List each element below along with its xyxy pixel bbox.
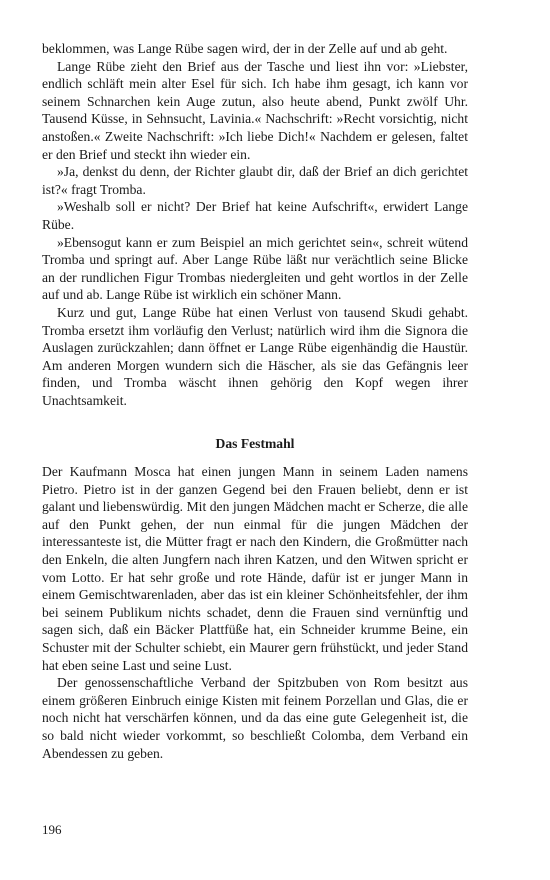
page-number: 196 — [42, 822, 62, 837]
paragraph: »Ebensogut kann er zum Beispiel an mich gerichtet sein«, schreit wütend Tromba und springt auf. Aber Lange Rübe läßt nur verächtlich seine Blicke an der rundlichen Figur Trombas niedergleiten und geht wortlos in der Zelle auf und ab. Lange Rübe ist wirklich ein schöner Mann. — [42, 234, 468, 303]
paragraph: Lange Rübe zieht den Brief aus der Tasche und liest ihn vor: »Liebster, endlich schläft mein alter Esel für sich. Ich habe ihm gesagt, ich kann vor seinem Schnarchen kein Auge zutun, also heute abend, Punkt zwölf Uhr. Tausend Küsse, in Sehnsucht, Lavinia.« Nachschrift: »Recht vorsichtig, nicht anstoßen.« Zweite Nachschrift: »Ich liebe Dich!« Nachdem er gelesen, faltet er den Brief und steckt ihn wieder ein. — [42, 58, 468, 162]
book-page — [42, 40, 468, 762]
paragraph: Kurz und gut, Lange Rübe hat einen Verlust von tausend Skudi gehabt. Tromba ersetzt ihm vorläufig den Verlust; natürlich wird ihm die Signora die Auslagen zurückzahlen; dann öffnet er Lange Rübe eigenhändig die Haustür. Am anderen Morgen wundern sich die Häscher, als sie das Gefängnis leer finden, und Tromba wäscht ihnen gehörig den Kopf wegen ihrer Unachtsamkeit. — [42, 304, 468, 408]
paragraph: »Weshalb soll er nicht? Der Brief hat keine Aufschrift«, erwidert Lange Rübe. — [42, 199, 468, 232]
paragraph: Der genossenschaftliche Verband der Spitzbuben von Rom besitzt aus einem größeren Einbruch einige Kisten mit feinem Porzellan und Glas, die er noch nicht hat verschärfen können, und da das eine gute Gelegenheit ist, die so bald nicht wieder vorkommt, so beschließt Colomba, dem Verband ein Abendessen zu geben. — [42, 675, 468, 761]
paragraph: Der Kaufmann Mosca hat einen jungen Mann in seinem Laden namens Pietro. Pietro ist in der ganzen Gegend bei den Frauen beliebt, denn er ist galant und liebenswürdig. Mit den jungen Mädchen macht er Scherze, die alle auf den Punkt gehen, der nun einmal für die jungen Mädchen der interessanteste ist, die Mütter fragt er nach den Kindern, die Großmütter nach den Enkeln, die alten Jungfern nach ihren Katzen, und den Witwen spricht er vom Lotto. Er hat sehr große und rote Hände, dafür ist er junger Mann in einem Gemischtwarenladen, aber das ist ein kleiner Schönheitsfehler, der ihm bei seinem Publikum nichts schadet, denn die Frauen sind vernünftig und sagen sich, daß ein Bäcker Plattfüße hat, ein Schneider krumme Beine, ein Schuster mit der Schulter schiebt, ein Maurer gern frühstückt, und jeder Stand hat eben seine Last und seine Lust. — [42, 464, 468, 673]
paragraph: beklommen, was Lange Rübe sagen wird, der in der Zelle auf und ab geht. — [42, 41, 448, 56]
paragraph: »Ja, denkst du denn, der Richter glaubt dir, daß der Brief an dich gerichtet ist?« fragt Tromba. — [42, 164, 468, 197]
section-heading: Das Festmahl — [215, 436, 295, 452]
